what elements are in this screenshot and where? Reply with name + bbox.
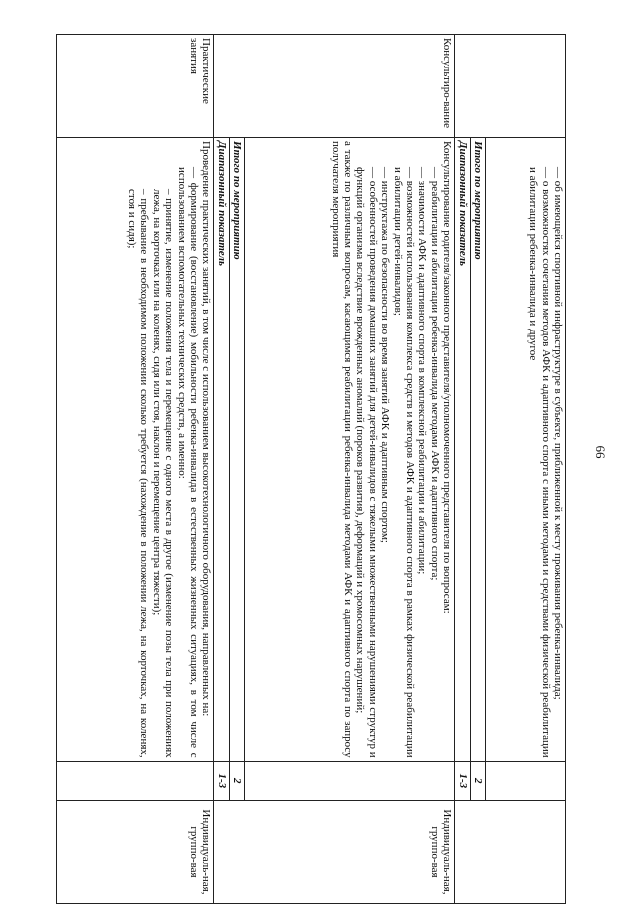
list-item: — значимости АФК и адаптивного спорта в комплексной реабилитации и абилитации; xyxy=(416,167,429,575)
table-row xyxy=(470,35,485,904)
form-cell-empty xyxy=(455,35,566,138)
total-label: Итого по мероприятию xyxy=(470,138,485,762)
table-row xyxy=(486,35,566,904)
hours-cell xyxy=(245,761,455,800)
content-cell xyxy=(57,138,214,762)
hours-cell xyxy=(486,761,566,800)
total-label: Итого по мероприятию xyxy=(229,138,244,762)
document-table-frame xyxy=(56,34,566,904)
consult-closing: а также по различным вопросам, касающимся реабилитации ребенка-инвалида методами АФК и адаптивного спорта по запросу получателя мероприятия xyxy=(329,141,354,758)
table-row xyxy=(229,35,244,904)
type-cell-empty xyxy=(455,800,566,903)
list-item: — об имеющейся спортивной инфраструктуре в субъекте, приближенной к месту проживания ребенка-инвалида; xyxy=(552,167,564,700)
total-value: 2 xyxy=(470,761,485,800)
type-cell: Индивидуаль-ная, группо-вая xyxy=(57,800,214,903)
range-label: Диапазонный показатель xyxy=(455,138,470,762)
type-cell: Индивидуаль-ная, группо-вая xyxy=(214,800,455,903)
range-value: 1-3 xyxy=(455,761,470,800)
list-item: — формирование (восстановление) мобильности ребенка-инвалида в естественных жизненных ситуациях, в том числе с использованием вспомогательных технических средств, а именно: xyxy=(175,167,200,758)
range-label: Диапазонный показатель xyxy=(214,138,229,762)
hours-cell xyxy=(57,761,214,800)
list-item: — возможностей использования комплекса средств и методов АФК и адаптивного спорта в рамках физической реабилитации и абилитации детей-инвалидов; xyxy=(391,167,416,758)
consult-intro: Консультирование родителя/законного представителя/уполномоченного представителя по вопросам: xyxy=(441,141,454,614)
table-row xyxy=(214,35,229,904)
list-item: — инструктажа по безопасности во время занятий АФК и адаптивным спортом; xyxy=(379,167,392,543)
list-item: — особенностей проведения домашних занятий для детей-инвалидов с тяжелыми множественными нарушениями структур и функций организма вследствие врожденных аномалий (пороков развития), деформаций и хромосомных нарушений; xyxy=(354,167,379,758)
range-value: 1-3 xyxy=(214,761,229,800)
content-cell xyxy=(245,138,455,762)
table-row xyxy=(455,35,470,904)
list-item: — о возможностях сочетания методов АФК и адаптивного спорта с иными методами и средствами физической реабилитации и абилитации ребенка-инвалида и другое xyxy=(527,167,552,758)
content-cell xyxy=(486,138,566,762)
table-row xyxy=(57,35,214,904)
form-cell: Практические занятия xyxy=(57,35,214,138)
form-cell: Консультиро-вание xyxy=(214,35,455,138)
list-item: – пребывание в необходимом положении сколько требуется (нахождение в положении лежа, на корточках, на коленях, стоя и сидя); xyxy=(125,189,151,758)
total-value: 2 xyxy=(229,761,244,800)
list-item: — реабилитации и абилитации ребенка-инвалида методами АФК и адаптивного спорта; xyxy=(428,167,441,581)
page-number: 66 xyxy=(593,445,608,459)
rehabilitation-table xyxy=(56,34,566,904)
table-row xyxy=(245,35,455,904)
practice-intro: Проведение практических занятий, в том числе с использованием высокотехнологичного оборудования, направленных на: xyxy=(200,141,213,717)
list-item: – принятие, изменение положения тела и перемещение с одного места в другое (изменение позы тела при положениях лежа, на корточках или на коленях, сидя или стоя, наклон и перемещение центра тяжести); xyxy=(150,189,176,758)
